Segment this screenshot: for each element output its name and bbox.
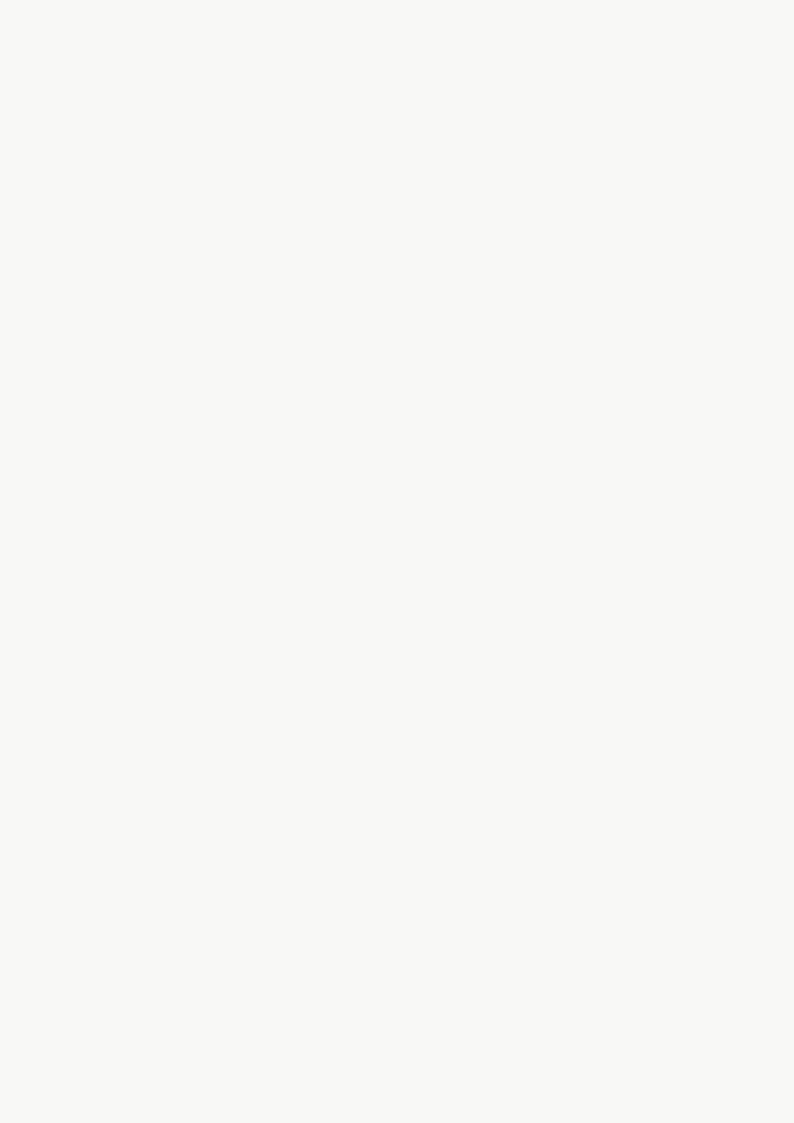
- story-title: [170, 128, 650, 148]
- page-content: [170, 128, 650, 148]
